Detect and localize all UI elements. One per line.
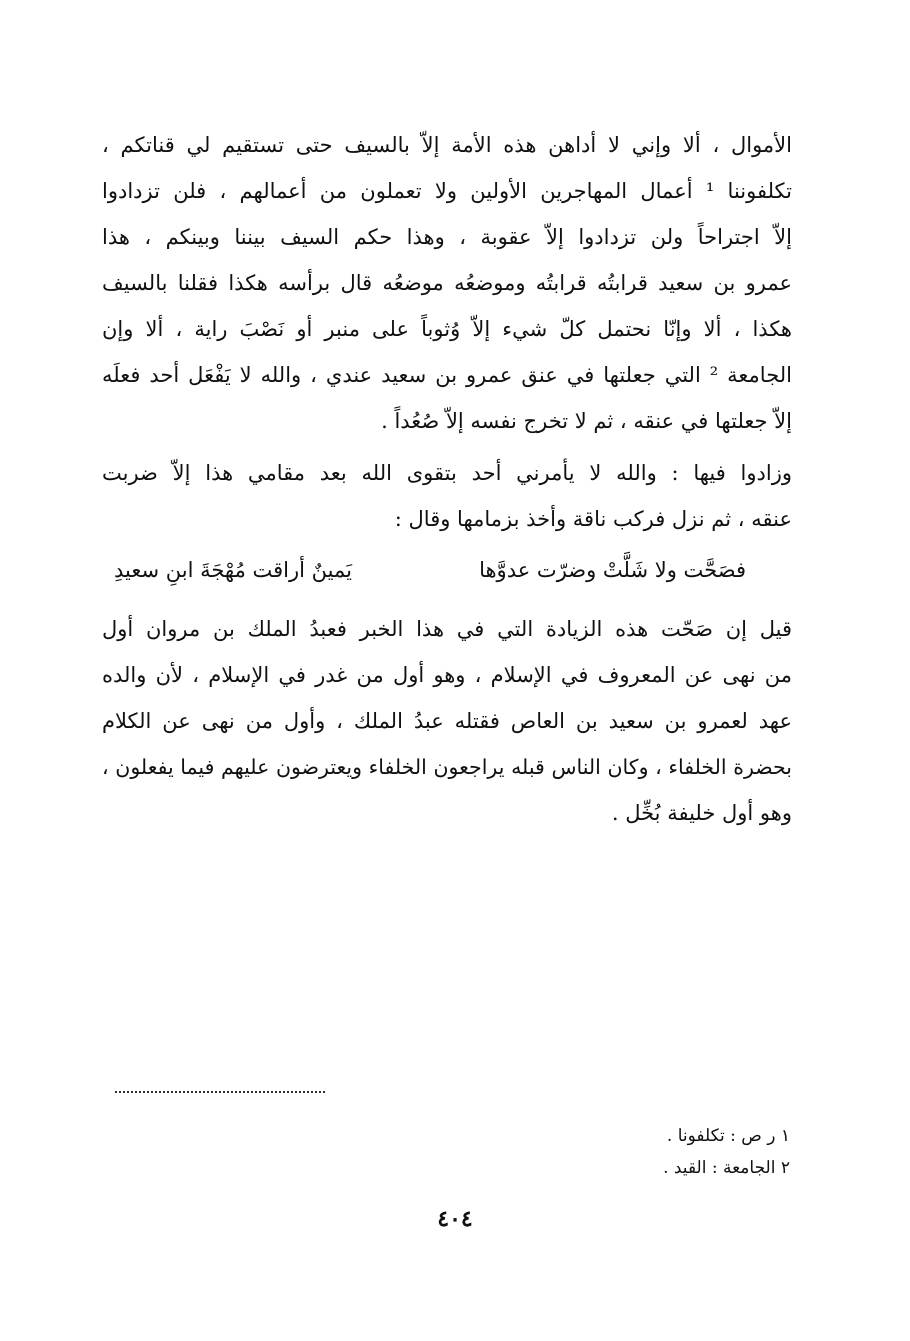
text-line: عهد لعمرو بن سعيد بن العاص فقتله عبدُ الملك ، وأول من نهى عن الكلام [102, 709, 792, 733]
text-line: الأموال ، ألا وإني لا أداهن هذه الأمة إلاّ بالسيف حتى تستقيم لي قناتكم ، [102, 133, 792, 157]
text-line: وزادوا فيها : والله لا يأمرني أحد بتقوى الله بعد مقامي هذا إلاّ ضربت [102, 461, 792, 485]
paragraph-3 [102, 606, 792, 836]
page-number: ٤٠٤ [437, 1206, 473, 1232]
text-line: هكذا ، ألا وإنّا نحتمل كلّ شيء إلاّ وُثوباً على منبر أو نَصْبَ راية ، ألا وإن [102, 317, 792, 341]
paragraph-1 [102, 122, 792, 444]
poetry-verse [102, 542, 792, 598]
text-line: بحضرة الخلفاء ، وكان الناس قبله يراجعون الخلفاء ويعترضون عليهم فيما يفعلون ، [102, 755, 792, 779]
text-line: من نهى عن المعروف في الإسلام ، وهو أول من غدر في الإسلام ، لأن والده [102, 663, 792, 687]
text-line: إلاّ جعلتها في عنقه ، ثم لا تخرج نفسه إلاّ صُعُداً . [381, 409, 792, 433]
verse-first-hemistich: فصَحَّت ولا شَلَّتْ وضرّت عدوَّها [479, 558, 746, 582]
text-line: تكلفوننا ¹ أعمال المهاجرين الأولين ولا تعملون من أعمالهم ، فلن تزدادوا [102, 179, 792, 203]
footnote-separator [115, 1091, 325, 1093]
text-line: عنقه ، ثم نزل فركب ناقة وأخذ بزمامها وقال : [394, 507, 792, 531]
paragraph-2 [102, 450, 792, 542]
verse-second-hemistich: يَمينٌ أراقت مُهْجَةَ ابنِ سعيدِ [114, 558, 352, 582]
main-text [102, 122, 792, 836]
paragraph-gap [102, 598, 792, 606]
footnote-1: ١ ر ص : تكلفونا . [666, 1126, 790, 1146]
text-line: قيل إن صَحّت هذه الزيادة التي في هذا الخبر فعبدُ الملك بن مروان أول [102, 617, 792, 641]
text-line: وهو أول خليفة بُخِّل . [611, 801, 792, 825]
footnotes [110, 1120, 790, 1184]
text-line: إلاّ اجتراحاً ولن تزدادوا إلاّ عقوبة ، وهذا حكم السيف بيننا وبينكم ، هذا [102, 225, 792, 249]
text-line: الجامعة ² التي جعلتها في عنق عمرو بن سعيد عندي ، والله لا يَفْعَل أحد فعلَه [102, 363, 792, 387]
text-line: عمرو بن سعيد قرابتُه قرابتُه وموضعُه موضعُه قال برأسه هكذا فقلنا بالسيف [102, 271, 792, 295]
footnote-2: ٢ الجامعة : القيد . [663, 1158, 790, 1178]
